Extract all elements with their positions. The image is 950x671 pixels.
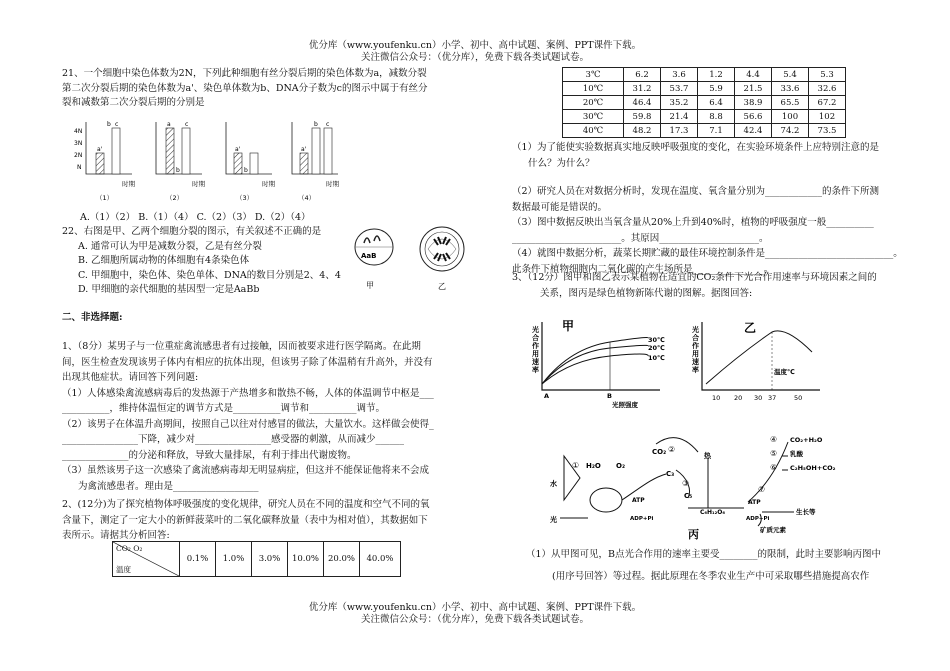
curve-label-30: 30℃: [648, 336, 665, 344]
sq2-q1-line-1: （1）为了能使实验数据真实地反映呼吸强度的变化，在实验环境条件上应特别注意的是: [512, 142, 880, 153]
fig-yi-ylabel-1: 合: [692, 334, 699, 342]
header-line-1: 优分库（www.youfenku.cn）小学、初中、高中试题、案例、PPT课件下载。: [308, 40, 642, 51]
fig-yi-axes: [702, 322, 820, 390]
p1-bar-a: [96, 153, 104, 174]
fig-jia-ylabel-4: 速: [532, 358, 539, 366]
q22-stem: 22、右图是甲、乙两个细胞分裂的图示，有关叙述不正确的是: [62, 226, 322, 237]
label-co2-h2o: CO₂+H₂O: [790, 436, 823, 444]
label-mineral: 矿质元素: [760, 526, 786, 534]
section-2-title: 二、非选择题:: [62, 312, 123, 323]
sq1-line-1: 1、（8分）某男子与一位重症禽流感患者有过接触，因而被要求进行医学隔离。在此期: [62, 341, 421, 352]
q21-line-3: 裂和减数第二次分裂后期的分别是: [62, 97, 205, 108]
respiration-data-table: [562, 67, 846, 138]
point-a: A: [544, 392, 550, 400]
resp-value-cell: 65.5: [772, 96, 809, 110]
yi-tick-37: 37: [768, 394, 777, 402]
p3-bar-c: [250, 153, 258, 174]
q21-options-text: A.（1）（2） B.（1）（4） C.（2）（3） D.（2）（4）: [80, 212, 311, 223]
q21-bar-charts: [72, 116, 342, 206]
resp-value-cell: 102: [809, 110, 846, 124]
panel-1-axes: [86, 122, 132, 174]
fig-jia-ylabel-3: 用: [532, 350, 539, 358]
resp-value-cell: 56.6: [735, 110, 772, 124]
q21-options: [80, 211, 311, 226]
resp-value-cell: 35.2: [661, 96, 698, 110]
ytick-2n: 2N: [74, 152, 83, 159]
sq1-line-3: 出现其他症状。请回答下列问题:: [62, 372, 199, 383]
label-h2o: H₂O: [586, 462, 601, 470]
sq2-q4-line-1: （4）就图中数据分析，蔬菜长期贮藏的最佳环境控制条件是___________________________。: [512, 248, 903, 259]
resp-temp-cell: 10℃: [563, 82, 624, 96]
resp-value-cell: 6.2: [624, 68, 661, 82]
resp-value-cell: 8.8: [698, 110, 735, 124]
resp-value-cell: 73.5: [809, 124, 846, 138]
panel-3-axes: [226, 122, 272, 174]
footer-line-1: 优分库（www.youfenku.cn）小学、初中、高中试题、案例、PPT课件下载。: [308, 602, 642, 613]
chloroplast: [590, 488, 622, 512]
figure-jia: [530, 318, 670, 408]
p1-xlabel: 时期: [122, 180, 135, 188]
panel-2-label: （2）: [166, 194, 184, 202]
ytick-n: N: [77, 164, 82, 171]
p3-bar-a: [234, 153, 242, 174]
curve-label-20: 20℃: [648, 344, 665, 352]
q22-cell-figures: [352, 225, 472, 293]
ytick-4n: 4N: [74, 128, 83, 135]
resp-value-cell: 32.6: [809, 82, 846, 96]
label-glucose: C₆H₁₂O₆: [700, 509, 726, 516]
step-4: ④: [770, 435, 778, 444]
fig-yi-ylabel-3: 用: [692, 350, 699, 358]
p3-label-a: a': [235, 146, 241, 153]
label-water: 水: [550, 480, 557, 488]
p1-label-a: a': [97, 146, 103, 153]
step-3: ③: [682, 479, 690, 488]
sq3-line-1: 3、（12分）图甲和图乙表示某植物在适宜的CO₂条件下光合作用速率与环境因素之间的: [512, 272, 877, 283]
label-light: 光: [550, 516, 557, 524]
sq1-line-4: （1）人体感染禽流感病毒后的发热源于产热增多和散热不畅，人体的体温调节中枢是___: [62, 387, 434, 399]
p2-label-a: a: [167, 121, 171, 128]
sq2-q3-line-1: （3）图中数据反映出当氧含量从20%上升到40%时，植物的呼吸强度一般__________: [512, 217, 874, 228]
step-5: ⑤: [770, 449, 778, 458]
p2-bar-a: [166, 128, 174, 174]
o2-level-3: 3.0%: [252, 542, 288, 577]
sq2-q2-line-2: 数据最可能是错误的。: [512, 201, 608, 213]
sq1-line-7: ________________下降，减少对________________感受器的刺激，从而减少______: [62, 434, 405, 445]
label-adp-2: ADP+Pi: [746, 516, 770, 522]
q22-option-a: A. 通常可认为甲是减数分裂，乙是有丝分裂: [78, 240, 262, 252]
ytick-3n: 3N: [74, 140, 83, 147]
yi-tick-50: 50: [794, 394, 803, 402]
label-ethanol: C₂H₅OH+CO₂: [790, 464, 836, 472]
q21-line-1: 21、一个细胞中染色体数为2N，下列此种细胞有丝分裂后期的染色体数为a，减数分裂: [62, 68, 427, 79]
fig-jia-ylabel-5: 率: [532, 366, 539, 374]
resp-value-cell: 42.4: [735, 124, 772, 138]
resp-temp-cell: 20℃: [563, 96, 624, 110]
section-2-heading: [62, 311, 123, 326]
p4-xlabel: 时期: [326, 180, 339, 188]
o2-level-1: 0.1%: [180, 542, 216, 577]
label-atp-2: ATP: [748, 499, 761, 506]
sq1-line-8: ______________的分泌和释放，导致大量排尿，有利于排出代谢废物。: [62, 449, 357, 461]
resp-value-cell: 48.2: [624, 124, 661, 138]
label-atp-1: ATP: [632, 497, 645, 504]
fig-jia-title: 甲: [562, 319, 575, 333]
footer-line-2: 关注微信公众号：（优分库），免费下载各类试题试卷。: [360, 614, 589, 625]
label-adp-1: ADP+Pi: [630, 516, 654, 522]
resp-value-cell: 5.4: [772, 68, 809, 82]
sq2: [62, 497, 430, 544]
sq2-q2-line-1: （2）研究人员在对数据分析时，发现在温度、氧含量分别为____________的条件下所测: [512, 186, 880, 197]
p1-bar-c: [112, 128, 120, 174]
fig-jia-ylabel-2: 作: [532, 342, 539, 350]
label-growth: 生长等: [796, 508, 816, 516]
p4-label-a: a': [301, 146, 307, 153]
page-header: [0, 40, 950, 64]
sq1-line-10: 为禽流感患者。理由是__________________: [78, 480, 259, 492]
step-2: ②: [668, 445, 676, 454]
curve-30c: [542, 338, 648, 385]
p4-label-c: c: [326, 121, 330, 128]
yi-tick-20: 20: [734, 394, 743, 402]
sq3: [512, 270, 877, 301]
yi-tick-30: 30: [754, 394, 763, 402]
figure-yi: [690, 318, 830, 408]
fig-bing-title: 丙: [688, 528, 699, 540]
q22-option-d: D. 甲细胞的亲代细胞的基因型一定是AaBb: [78, 284, 260, 295]
fig-jia-ylabel-0: 光: [532, 326, 539, 334]
step-1: ①: [572, 461, 580, 470]
resp-row: [563, 96, 846, 110]
sq2-questions: [512, 140, 903, 277]
p2-bar-c: [182, 128, 190, 174]
resp-value-cell: 5.9: [698, 82, 735, 96]
resp-temp-cell: 30℃: [563, 110, 624, 124]
q22: [62, 225, 362, 298]
resp-row: [563, 110, 846, 124]
figure-bing: [548, 428, 848, 540]
point-b: B: [607, 392, 612, 400]
resp-value-cell: 21.4: [661, 110, 698, 124]
p4-bar-b: [312, 128, 320, 174]
sq1: [62, 339, 434, 494]
p3-xlabel: 时期: [262, 180, 275, 188]
fig-yi-title: 乙: [744, 321, 757, 335]
resp-row: [563, 68, 846, 82]
sq2-q3-line-2: _______________________。其原因_____________________。: [512, 232, 769, 244]
o2-level-6: 40.0%: [360, 542, 401, 577]
p2-label-c: c: [185, 121, 189, 128]
resp-value-cell: 46.4: [624, 96, 661, 110]
label-heat: 热: [704, 452, 711, 460]
resp-temp-cell: 3℃: [563, 68, 624, 82]
resp-temp-cell: 40℃: [563, 124, 624, 138]
p2-xlabel: 时期: [192, 180, 205, 188]
label-c3: C₃: [666, 470, 675, 478]
header-co2-o2: CO₂ O₂: [116, 544, 143, 553]
resp-value-cell: 7.1: [698, 124, 735, 138]
resp-value-cell: 59.8: [624, 110, 661, 124]
p1-label-c: c: [115, 121, 119, 128]
p1-label-b: b: [107, 121, 111, 128]
header-temp: 温度: [116, 565, 131, 574]
yi-tick-10: 10: [712, 394, 721, 402]
diag-header-cell: [113, 542, 180, 577]
sq3-answers: [526, 544, 881, 588]
sq2-q4-line-2: 此条件下植物细胞内二氧化碳的产生场所是_______________。: [512, 263, 774, 275]
resp-value-cell: 21.5: [735, 82, 772, 96]
q22-option-c: C. 甲细胞中，染色体、染色单体、DNA的数目分别是2、4、4: [78, 269, 341, 281]
resp-value-cell: 17.3: [661, 124, 698, 138]
resp-row: [563, 82, 846, 96]
label-o2: O₂: [616, 462, 626, 470]
resp-value-cell: 6.4: [698, 96, 735, 110]
resp-value-cell: 4.4: [735, 68, 772, 82]
fig-jia-xlabel: 光照强度: [612, 401, 638, 408]
o2-level-4: 10.0%: [288, 542, 324, 577]
o2-level-2: 1.0%: [216, 542, 252, 577]
panel-4-label: （4）: [298, 194, 316, 202]
label-co2: CO₂: [652, 448, 667, 456]
resp-value-cell: 31.2: [624, 82, 661, 96]
p2-label-b: b: [176, 167, 180, 174]
resp-value-cell: 5.3: [809, 68, 846, 82]
fig-jia-ylabel-1: 合: [532, 334, 539, 342]
sq3-answer-line-1: （1）从甲图可见，B点光合作用的速率主要受________的限制，此时主要影响丙图中: [526, 549, 882, 560]
resp-value-cell: 3.6: [661, 68, 698, 82]
sq1-line-9: （3）虽然该男子这一次感染了禽流感病毒却无明显病症，但这并不能保证他将来不会成: [62, 465, 430, 476]
sq3-line-2: 关系，图丙是绿色植物新陈代谢的图解。据图回答:: [540, 287, 753, 299]
resp-value-cell: 33.6: [772, 82, 809, 96]
resp-value-cell: 100: [772, 110, 809, 124]
sq2-q1-line-2: 什么？为什么？: [528, 157, 595, 169]
step-7: ⑦: [758, 485, 766, 494]
sq2-line-2: 含量下，测定了一定大小的新鲜菠菜叶的二氧化碳释放量（表中为相对值），其数据如下: [62, 514, 428, 526]
sq2-line-3: 表所示。请据其分析回答:: [62, 530, 170, 541]
page-footer: [0, 602, 950, 626]
fig-yi-ylabel-4: 速: [692, 358, 699, 366]
curve-label-10: 10℃: [648, 354, 665, 362]
fig-yi-xlabel: 温度℃: [774, 368, 795, 376]
cell-yi-label: 乙: [438, 282, 446, 291]
sq1-line-5: __________，维持体温恒定的调节方式是__________调节和__________调节。: [62, 403, 386, 414]
curve-20c: [542, 345, 648, 384]
label-c5: C₅: [684, 492, 693, 500]
header-line-2: 关注微信公众号：（优分库），免费下载各类试题试卷。: [360, 52, 589, 63]
fig-yi-ylabel-2: 作: [692, 342, 699, 350]
resp-row: [563, 124, 846, 138]
o2-level-5: 20.0%: [324, 542, 360, 577]
sq3-answer-line-2: (用序号回答）等过程。据此原理在冬季农业生产中可采取哪些措施提高农作: [552, 571, 870, 582]
left-column: [62, 67, 462, 111]
cell-jia-genes: AaB: [361, 252, 377, 260]
resp-value-cell: 53.7: [661, 82, 698, 96]
temp-curve: [706, 331, 812, 384]
label-lactate: 乳酸: [790, 450, 803, 458]
p4-label-b: b: [314, 121, 318, 128]
resp-value-cell: 74.2: [772, 124, 809, 138]
fig-jia-axes: [542, 322, 660, 390]
sq1-line-6: （2）该男子在体温升高期间，按照自己以往对付感冒的做法，大量饮水。这样做会使得_: [62, 418, 434, 430]
sq2-line-1: 2、(12分)为了探究植物体呼吸强度的变化规律，研究人员在不同的温度和空气不同的氧: [62, 499, 430, 510]
resp-value-cell: 1.2: [698, 68, 735, 82]
q21-line-2: 第二次分裂后期的染色体数为a'、染色单体数为b、DNA分子数为c的图示中属于有丝分: [62, 82, 428, 94]
resp-value-cell: 67.2: [809, 96, 846, 110]
q22-option-b: B. 乙细胞所属动物的体细胞有4条染色体: [78, 255, 250, 266]
p3-label-b: b: [244, 167, 248, 174]
panel-1-label: （1）: [96, 194, 114, 202]
fig-yi-ylabel-0: 光: [692, 326, 699, 334]
cell-jia-label: 甲: [366, 281, 374, 290]
fig-yi-ylabel-5: 率: [692, 366, 699, 374]
p4-bar-a: [300, 153, 308, 174]
o2-header-table: [112, 541, 401, 577]
resp-value-cell: 38.9: [735, 96, 772, 110]
cell-yi: [420, 227, 464, 271]
sq1-line-2: 间，医生检查发现该男子体内有相应的抗体出现，但该男子除了体温稍有升高外，并没有: [62, 356, 433, 368]
p4-bar-c: [324, 128, 332, 174]
panel-3-label: （3）: [236, 194, 254, 202]
step-6: ⑥: [770, 463, 778, 472]
